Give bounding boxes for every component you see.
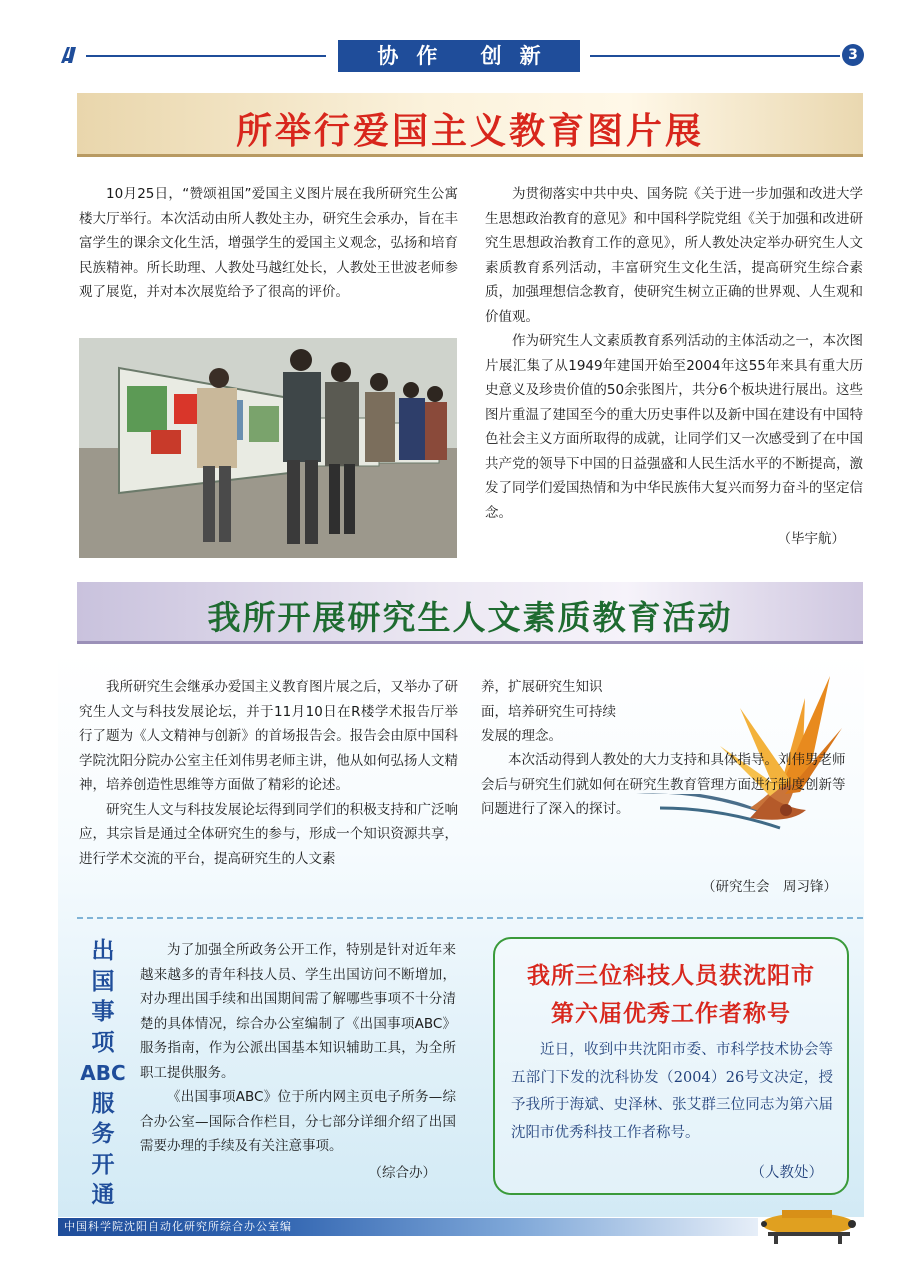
article2-tail bbox=[481, 846, 861, 895]
article3-title-char: 出 bbox=[91, 938, 115, 964]
award-signature: （人教处） bbox=[750, 1165, 823, 1181]
article3-paragraph: 为了加强全所政务公开工作，特别是针对近年来越来越多的青年科技人员、学生出国访问不断增加，对办理出国手续和出国期间需了解哪些事项不十分清楚的具体情况，综合办公室编制了《出国事项ABC》服务指南，作为公派出国基本知识辅助工具，为全所职工提供服务。 bbox=[140, 942, 456, 1081]
award-title-line2: 第六届优秀工作者称号 bbox=[551, 1001, 791, 1027]
article1-right-text bbox=[485, 182, 863, 552]
section-divider bbox=[77, 917, 863, 919]
article1-left-text bbox=[79, 182, 458, 305]
article3-text bbox=[140, 938, 456, 1185]
award-paragraph: 近日，收到中共沈阳市委、市科学技术协会等五部门下发的沈科协发（2004）26号文决定，授予我所于海斌、史泽林、张艾群三位同志为第六届沈阳市优秀科技工作者称号。 bbox=[511, 1042, 833, 1141]
header-rule-left bbox=[86, 55, 326, 57]
article2-left-text bbox=[79, 675, 458, 871]
article1-paragraph: 为贯彻落实中共中央、国务院《关于进一步加强和改进大学生思想政治教育的意见》和中国科学院党组《关于加强和改进研究生思想政治教育工作的意见》，所人教处决定举办研究生人文素质教育系列活动，丰富研究生文化生活，提高研究生综合素质，加强理想信念教育，使研究生树立正确的世界观、人生观和价值观。 bbox=[485, 186, 863, 325]
article1-title: 所举行爱国主义教育图片展 bbox=[235, 110, 704, 152]
section-title: 协作 创新 bbox=[338, 40, 580, 72]
article2-paragraph: 我所研究生会继承办爱国主义教育图片展之后，又举办了研究生人文与科技发展论坛，并于11月10日在R楼学术报告厅举行了题为《人文精神与创新》的首场报告会。报告会由原中国科学院沈阳分院办公室主任刘伟男老师主讲，他从如何弘扬人文精神，培养创造性思维等方面做了精彩的论述。 bbox=[79, 679, 458, 793]
article3-title-char: 通 bbox=[91, 1182, 115, 1208]
article3-title-char: 国 bbox=[91, 968, 115, 995]
article2-right-text bbox=[481, 675, 629, 749]
article3-title-char: 事 bbox=[91, 999, 115, 1025]
article3-vertical-title bbox=[80, 936, 126, 1211]
exhibition-photo-illustration bbox=[79, 338, 457, 558]
article2-right-text-2 bbox=[481, 748, 846, 822]
article2-banner bbox=[77, 582, 863, 644]
article2-signature: （研究生会 周习锋） bbox=[702, 879, 837, 895]
header-rule-right bbox=[590, 55, 840, 57]
article3-title-char: 服 bbox=[91, 1090, 115, 1117]
article3-signature: （综合办） bbox=[368, 1164, 436, 1181]
article3-title-char: ABC bbox=[80, 1061, 126, 1085]
article1-banner bbox=[77, 93, 863, 157]
exhibition-photo bbox=[79, 338, 457, 558]
article3-title-char: 项 bbox=[91, 1029, 115, 1056]
submersible-robot-icon bbox=[752, 1200, 862, 1250]
article2-paragraph: 本次活动得到人教处的大力支持和具体指导。刘伟男老师会后与研究生们就如何在研究生教育管理方面进行制度创新等问题进行了深入的探讨。 bbox=[481, 752, 846, 817]
article3-title-char: 开 bbox=[91, 1151, 115, 1178]
footer-text: 中国科学院沈阳自动化研究所综合办公室编 bbox=[64, 1220, 292, 1233]
article1-signature: （毕宇航） bbox=[777, 531, 845, 547]
award-title-line1: 我所三位科技人员获沈阳市 bbox=[527, 963, 815, 989]
award-body bbox=[511, 1037, 833, 1147]
article3-paragraph: 《出国事项ABC》位于所内网主页电子所务—综合办公室—国际合作栏目，分七部分详细介绍了出国需要办理的手续及有关注意事项。 bbox=[140, 1089, 456, 1154]
article3-title-char: 务 bbox=[91, 1121, 115, 1147]
award-notice-box bbox=[493, 937, 849, 1195]
institute-logo-icon bbox=[58, 44, 80, 66]
article2-paragraph: 研究生人文与科技发展论坛得到同学们的积极支持和广泛响应，其宗旨是通过全体研究生的参与，形成一个知识资源共享，进行学术交流的平台，提高研究生的人文素 bbox=[79, 801, 458, 867]
article1-paragraph: 作为研究生人文素质教育系列活动的主体活动之一，本次图片展汇集了从1949年建国开始至2004年这55年来具有重大历史意义及珍贵价值的50余张图片，共分6个板块进行展出。这些图片重温了建国至今的重大历史事件以及新中国在建设有中国特色社会主义方面所取得的成就，让同学们又一次感受到了在中国共产党的领导下中国的日益强盛和人民生活水平的不断提高，激发了同学们爱国热情和为中华民族伟大复兴而努力奋斗的坚定信念。 bbox=[485, 333, 863, 521]
article1-paragraph: 10月25日，“赞颂祖国”爱国主义图片展在我所研究生公寓楼大厅举行。本次活动由所人教处主办，研究生会承办，旨在丰富学生的课余文化生活，增强学生的爱国主义观念，弘扬和培育民族精神。所长助理、人教处马越红处长，人教处王世波老师参观了展览，并对本次展览给予了很高的评价。 bbox=[79, 186, 458, 300]
page-number: 3 bbox=[842, 44, 864, 66]
article2-continued-text: 养，扩展研究生知识面，培养研究生可持续发展的理念。 bbox=[481, 679, 616, 744]
article2-title: 我所开展研究生人文素质教育活动 bbox=[207, 598, 733, 637]
